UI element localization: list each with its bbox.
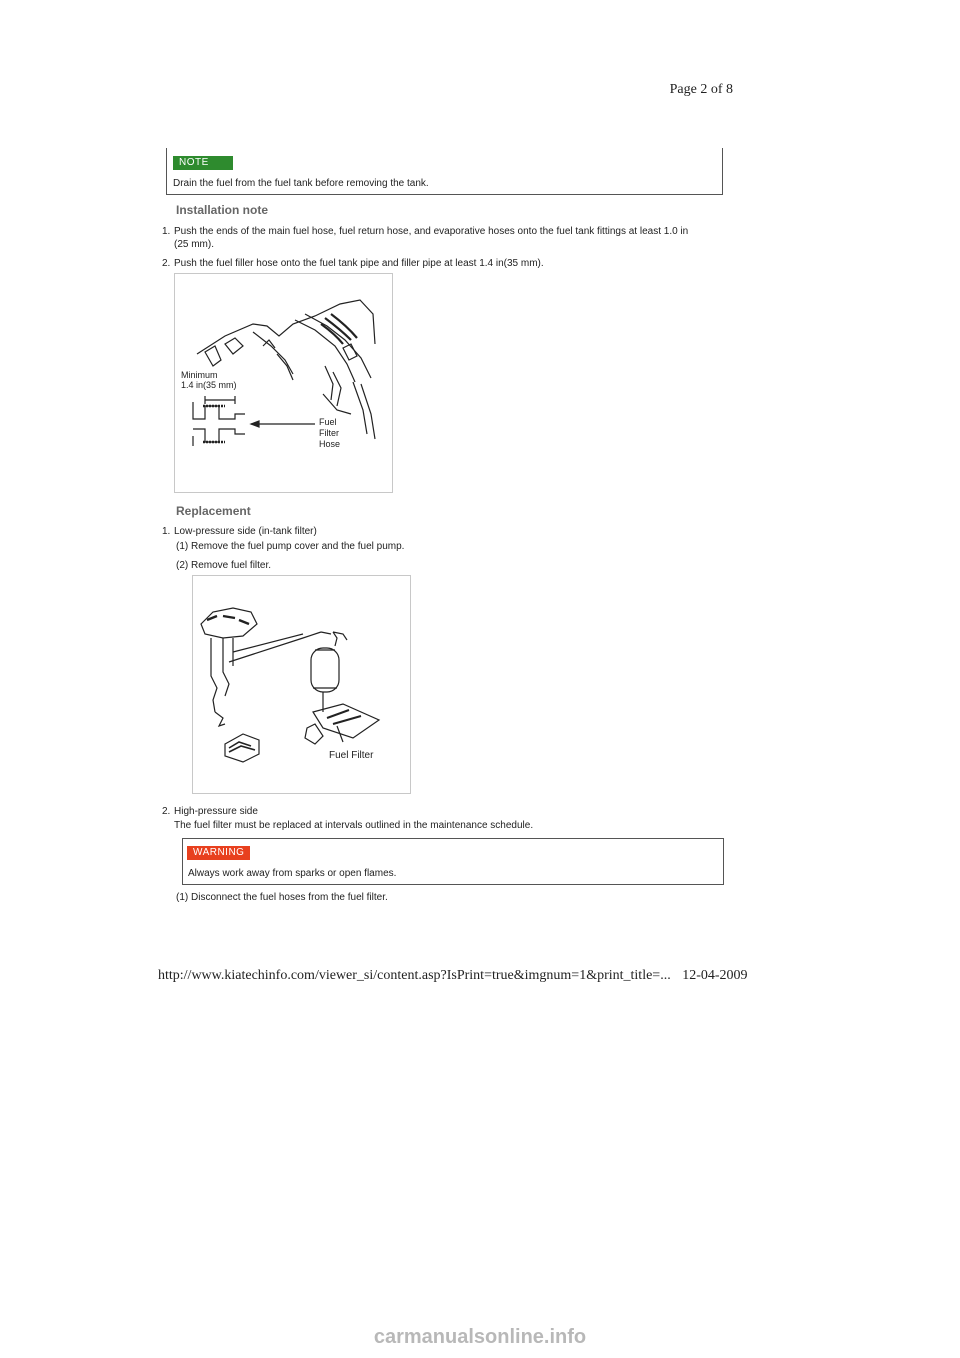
footer-date: 12-04-2009 [682, 968, 748, 983]
note-box [166, 148, 723, 195]
replacement-step-1-num: 1. [162, 526, 171, 537]
warning-text: Always work away from sparks or open flames. [188, 868, 397, 879]
hose-label: Hose [319, 439, 341, 449]
fuel-filler-hose-figure [174, 273, 393, 493]
replacement-step-2-desc: The fuel filter must be replaced at intervals outlined in the maintenance schedule. [174, 820, 534, 831]
replacement-step-2-num: 2. [162, 806, 171, 817]
replacement-step-1-text: Low-pressure side (in-tank filter) [174, 526, 317, 537]
replacement-step-1-sub2: (2) Remove fuel filter. [176, 560, 272, 571]
replacement-step-2-text: High-pressure side [174, 806, 258, 817]
filter-label: Filter [319, 428, 339, 438]
fuel-filter-figure [192, 575, 411, 794]
fuel-filter-label: Fuel Filter [329, 750, 374, 761]
watermark: carmanualsonline.info [373, 1326, 587, 1348]
replacement-sub-1: (1) Disconnect the fuel hoses from the fuel filter. [176, 892, 388, 903]
fuel-label: Fuel [319, 417, 337, 427]
warning-badge: WARNING [187, 846, 250, 860]
page-number: Page 2 of 8 [669, 82, 733, 97]
installation-step-1-line1: Push the ends of the main fuel hose, fuel return hose, and evaporative hoses onto the fuel tank fittings at least 1.0 in [174, 226, 689, 237]
replacement-heading: Replacement [176, 504, 251, 518]
replacement-step-1-sub1: (1) Remove the fuel pump cover and the fuel pump. [176, 541, 405, 552]
minimum-value-label: 1.4 in(35 mm) [181, 380, 237, 390]
fuel-pump-filter-drawing [193, 576, 410, 793]
footer [158, 968, 748, 984]
installation-step-1-num: 1. [162, 226, 171, 237]
installation-heading: Installation note [176, 203, 269, 217]
note-text: Drain the fuel from the fuel tank before removing the tank. [173, 178, 429, 189]
warning-box [182, 838, 724, 885]
installation-step-1-line2: (25 mm). [174, 239, 214, 250]
note-badge: NOTE [173, 156, 233, 170]
footer-url: http://www.kiatechinfo.com/viewer_si/content.asp?IsPrint=true&imgnum=1&print_title=... [158, 968, 671, 983]
installation-step-2-num: 2. [162, 258, 171, 269]
installation-step-2-text: Push the fuel filler hose onto the fuel tank pipe and filler pipe at least 1.4 in(35 mm). [174, 258, 544, 269]
minimum-label: Minimum [181, 370, 218, 380]
fuel-filler-hose-drawing [175, 274, 392, 492]
